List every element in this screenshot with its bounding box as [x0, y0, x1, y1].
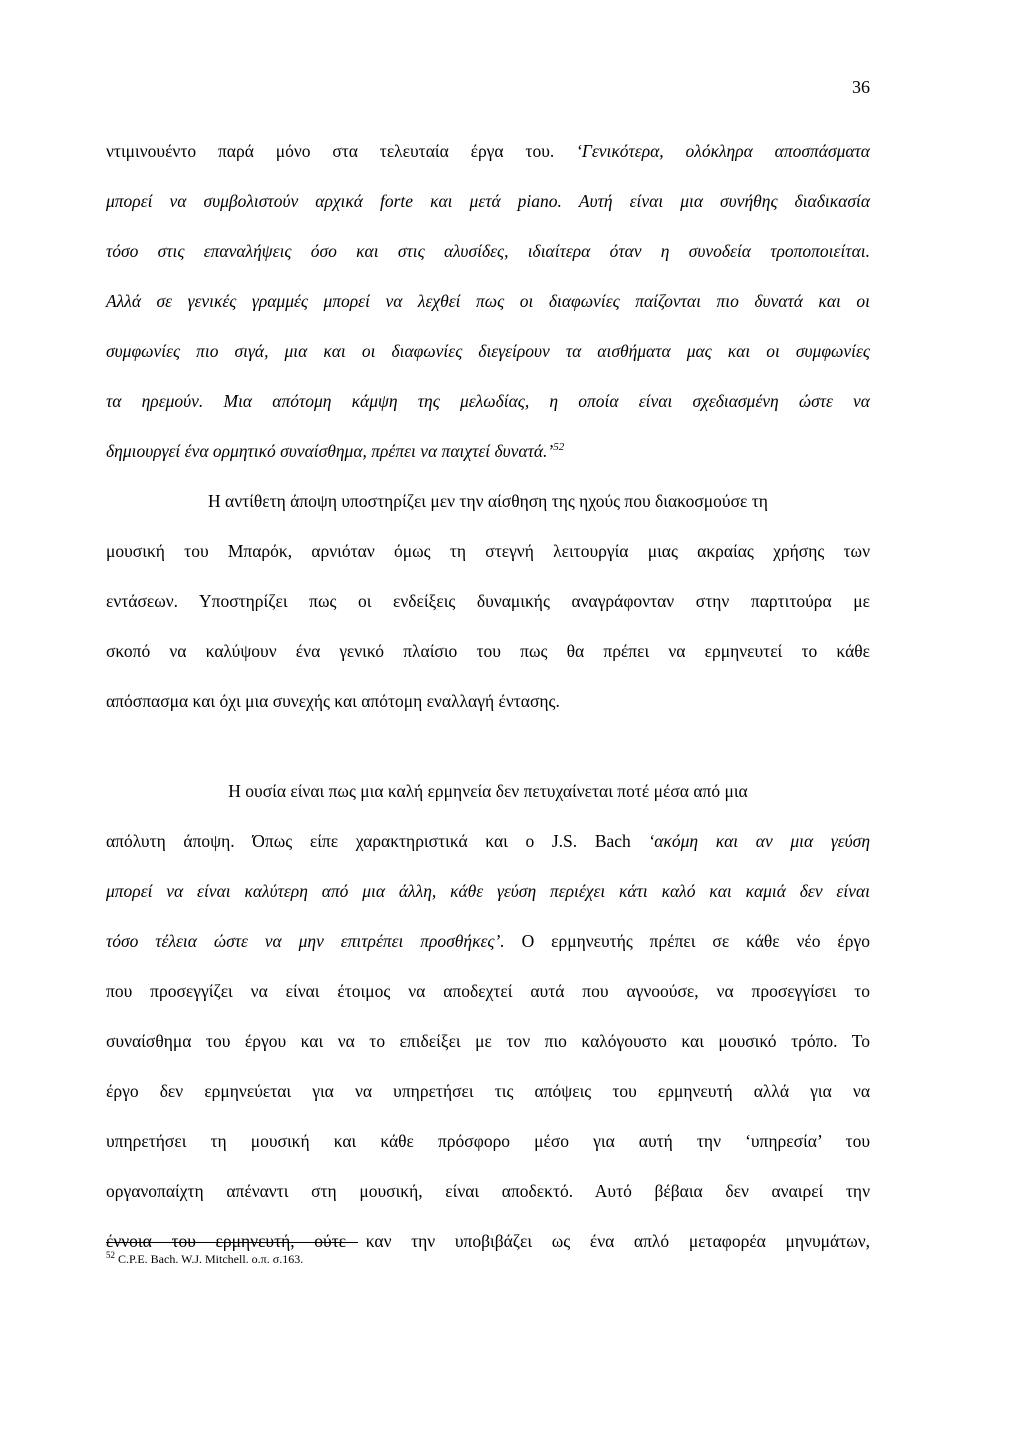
text-line: υπηρετήσει τη μουσική και κάθε πρόσφορο μέσο για αυτή την ‘υπηρεσία’ του	[106, 1131, 870, 1151]
quote-line: τα ηρεμούν. Μια απότομη κάμψη της μελωδίας, η οποία είναι σχεδιασμένη ώστε να	[106, 391, 870, 411]
text-line: μουσική του Μπαρόκ, αρνιόταν όμως τη στεγνή λειτουργία μιας ακραίας χρήσης των	[106, 541, 870, 561]
quote-run: ‘Γενικότερα, ολόκληρα αποσπάσματα	[576, 141, 870, 161]
text-line	[106, 139, 870, 163]
quote-run: τόσο τέλεια ώστε να μην επιτρέπει προσθήκες’.	[106, 931, 505, 951]
text-line: σκοπό να καλύψουν ένα γενικό πλαίσιο του πως θα πρέπει να ερμηνευτεί το κάθε	[106, 641, 870, 661]
text-line: έννοια του ερμηνευτή, ούτε καν την υποβιβάζει ως ένα απλό μεταφορέα μηνυμάτων,	[106, 1231, 870, 1251]
text-run: απόλυτη άποψη. Όπως είπε χαρακτηριστικά και ο J.S. Bach	[106, 831, 649, 851]
paragraph-first-line: Η ουσία είναι πως μια καλή ερμηνεία δεν πετυχαίνεται ποτέ μέσα από μια	[228, 781, 748, 801]
text-line	[106, 929, 870, 953]
footnote	[106, 1251, 303, 1267]
text-line	[106, 829, 870, 853]
text-line: έργο δεν ερμηνεύεται για να υπηρετήσει τις απόψεις του ερμηνευτή αλλά για να	[106, 1081, 870, 1101]
text-line: συναίσθημα του έργου και να το επιδείξει με τον πιο καλόγουστο και μουσικό τρόπο. Το	[106, 1031, 870, 1051]
footnote-separator	[106, 1242, 358, 1243]
text-line: οργανοπαίχτη απέναντι στη μουσική, είναι αποδεκτό. Αυτό βέβαια δεν αναιρεί την	[106, 1181, 870, 1201]
quote-line: τόσο στις επαναλήψεις όσο και στις αλυσίδες, ιδιαίτερα όταν η συνοδεία τροποποιείται.	[106, 241, 870, 261]
quote-line: Αλλά σε γενικές γραμμές μπορεί να λεχθεί πως οι διαφωνίες παίζονται πιο δυνατά και οι	[106, 291, 870, 311]
text-line: που προσεγγίζει να είναι έτοιμος να αποδεχτεί αυτά που αγνοούσε, να προσεγγίσει το	[106, 981, 870, 1001]
text-run: δημιουργεί ένα ορμητικό συναίσθημα, πρέπει να παιχτεί δυνατά.’	[106, 441, 554, 461]
footnote-number: 52	[106, 1250, 115, 1260]
text-run: ντιμινουέντο παρά μόνο στα τελευταία έργα του.	[106, 141, 577, 161]
text-line: απόσπασμα και όχι μια συνεχής και απότομη εναλλαγή έντασης.	[106, 691, 560, 711]
quote-line: μπορεί να είναι καλύτερη από μια άλλη, κάθε γεύση περιέχει κάτι καλό και καμιά δεν είναι	[106, 881, 870, 901]
quote-run: ‘ακόμη και αν μια γεύση	[648, 831, 870, 851]
quote-line	[106, 439, 870, 463]
text-line: εντάσεων. Υποστηρίζει πως οι ενδείξεις δυναμικής αναγράφονταν στην παρτιτούρα με	[106, 591, 870, 611]
quote-line: συμφωνίες πιο σιγά, μια και οι διαφωνίες διεγείρουν τα αισθήματα μας και οι συμφωνίες	[106, 341, 870, 361]
footnote-marker: 52	[553, 441, 565, 454]
paragraph-first-line: Η αντίθετη άποψη υποστηρίζει μεν την αίσθηση της ηχούς που διακοσμούσε τη	[208, 491, 768, 511]
page-number: 36	[852, 77, 870, 97]
quote-line: μπορεί να συμβολιστούν αρχικά forte και μετά piano. Αυτή είναι μια συνήθης διαδικασία	[106, 191, 870, 211]
text-run: Ο ερμηνευτής πρέπει σε κάθε νέο έργο	[504, 931, 870, 951]
footnote-text: C.P.E. Bach. W.J. Mitchell. ο.π. σ.163.	[115, 1252, 304, 1266]
